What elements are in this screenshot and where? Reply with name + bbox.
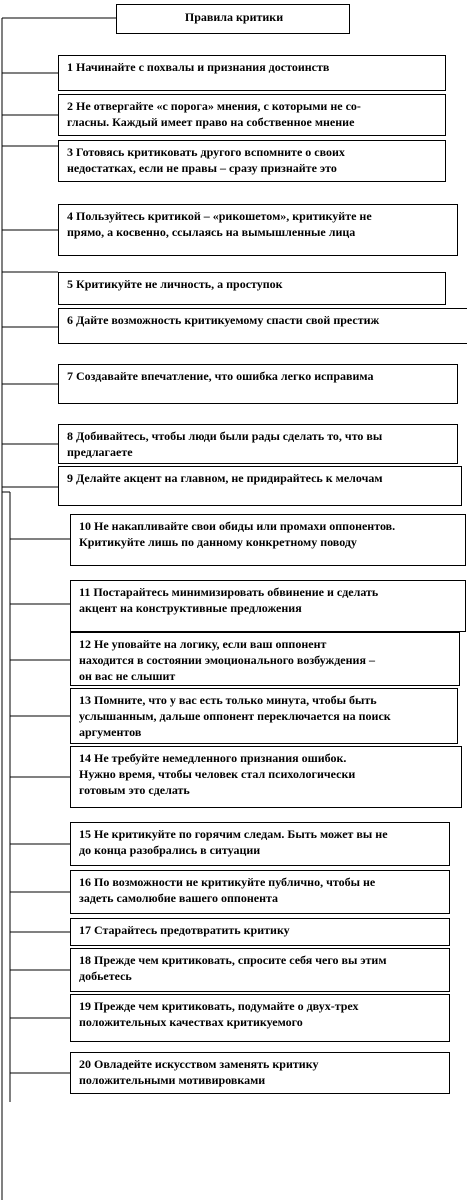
rule-box-15: 15 Не критикуйте по горячим следам. Быть может вы не до конца разобрались в ситуации	[70, 822, 450, 866]
rule-box-11: 11 Постарайтесь минимизировать обвинение и сделать акцент на конструктивные предложения	[70, 580, 466, 632]
rule-box-6: 6 Дайте возможность критикуемому спасти свой престиж	[58, 308, 467, 344]
rule-box-1: 1 Начинайте с похвалы и признания достоинств	[58, 55, 446, 91]
rule-box-13: 13 Помните, что у вас есть только минута, чтобы быть услышанным, дальше оппонент переключается на поиск аргументов	[70, 688, 458, 744]
rule-box-18: 18 Прежде чем критиковать, спросите себя чего вы этим добьетесь	[70, 948, 450, 992]
rule-box-14: 14 Не требуйте немедленного признания ошибок. Нужно время, чтобы человек стал психологически готовым это сделать	[70, 746, 462, 808]
rule-box-5: 5 Критикуйте не личность, а проступок	[58, 272, 446, 305]
rule-box-4: 4 Пользуйтесь критикой – «рикошетом», критикуйте не прямо, а косвенно, ссылаясь на вымышленные лица	[58, 204, 458, 256]
rule-box-2: 2 Не отвергайте «с порога» мнения, с которыми не со- гласны. Каждый имеет право на собственное мнение	[58, 94, 446, 136]
rule-box-19: 19 Прежде чем критиковать, подумайте о двух-трех положительных качествах критикуемого	[70, 994, 450, 1042]
rule-box-20: 20 Овладейте искусством заменять критику положительными мотивировками	[70, 1052, 450, 1094]
rule-box-12: 12 Не уповайте на логику, если ваш оппонент находится в состоянии эмоционального возбуждения – он вас не слышит	[70, 632, 460, 686]
rule-box-17: 17 Старайтесь предотвратить критику	[70, 918, 450, 946]
rule-box-16: 16 По возможности не критикуйте публично, чтобы не задеть самолюбие вашего оппонента	[70, 870, 450, 914]
rule-box-7: 7 Создавайте впечатление, что ошибка легко исправима	[58, 364, 458, 404]
diagram-title: Правила критики	[116, 4, 350, 34]
rule-box-10: 10 Не накапливайте свои обиды или промахи оппонентов. Критикуйте лишь по данному конкретному поводу	[70, 514, 466, 566]
rule-box-9: 9 Делайте акцент на главном, не придирайтесь к мелочам	[58, 466, 462, 506]
rule-box-8: 8 Добивайтесь, чтобы люди были рады сделать то, что вы предлагаете	[58, 424, 458, 464]
rule-box-3: 3 Готовясь критиковать другого вспомните о своих недостатках, если не правы – сразу признайте это	[58, 140, 446, 182]
